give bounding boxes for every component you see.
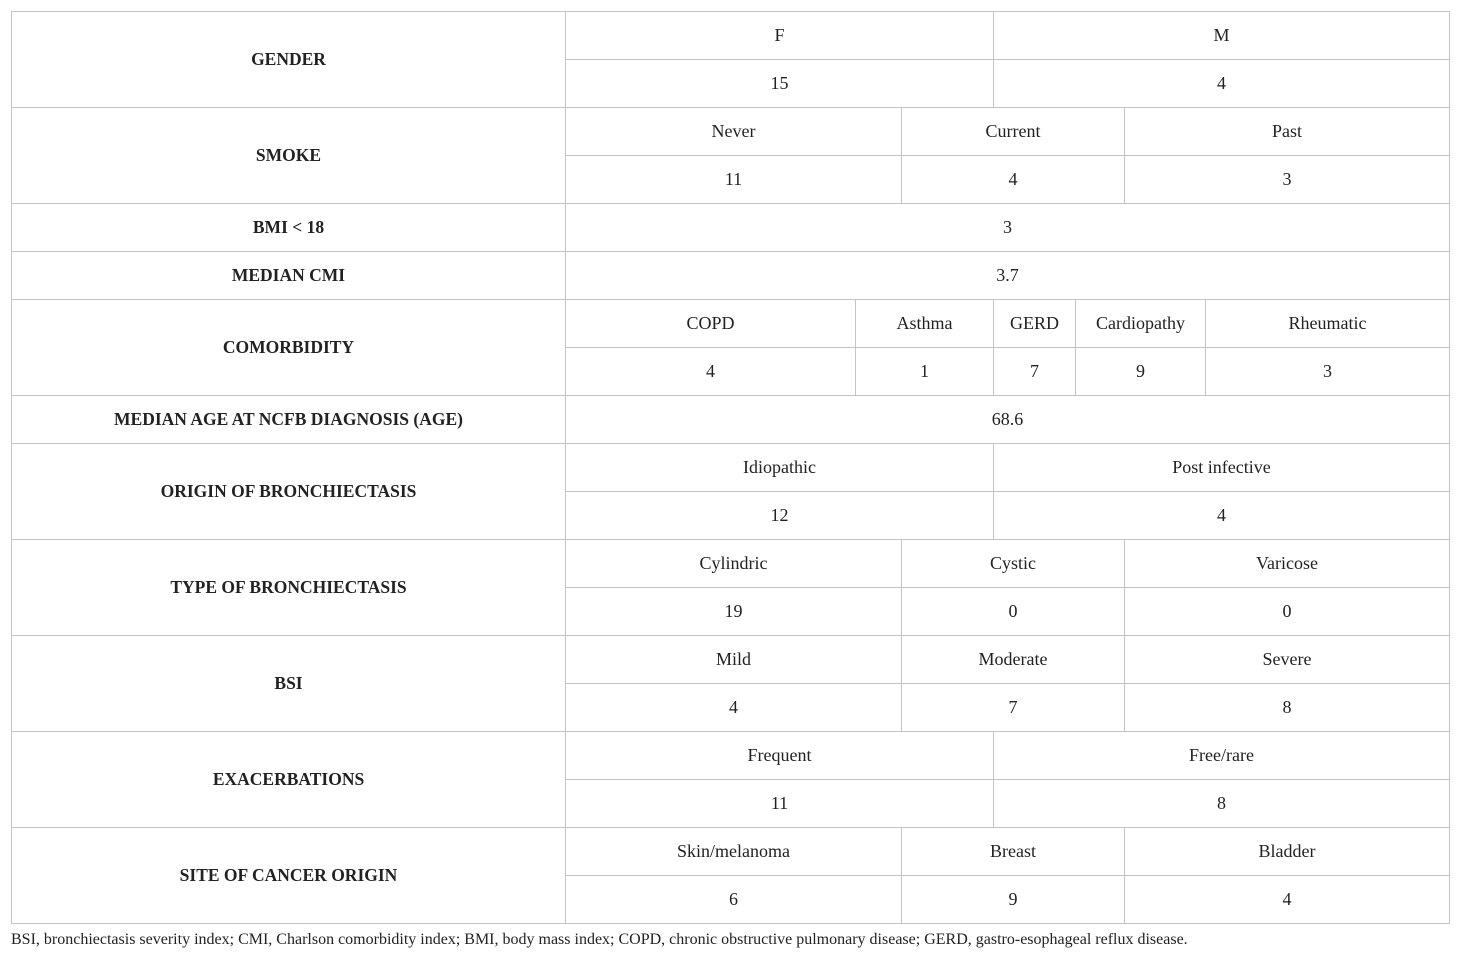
gender-value-f: 15 [566, 60, 994, 108]
bsi-value-moderate: 7 [902, 684, 1125, 732]
median-cmi-value: 3.7 [566, 252, 1450, 300]
cancer-site-header-skin: Skin/melanoma [566, 828, 902, 876]
cancer-site-value-skin: 6 [566, 876, 902, 924]
median-age-value: 68.6 [566, 396, 1450, 444]
comorbidity-value-gerd: 7 [994, 348, 1076, 396]
comorbidity-header-row [12, 300, 1450, 348]
exacerbations-header-row [12, 732, 1450, 780]
comorbidity-header-cardiopathy: Cardiopathy [1076, 300, 1206, 348]
origin-value-idiopathic: 12 [566, 492, 994, 540]
smoke-label: SMOKE [12, 108, 566, 204]
exacerbations-header-free-rare: Free/rare [994, 732, 1450, 780]
type-header-cystic: Cystic [902, 540, 1125, 588]
median-cmi-row [12, 252, 1450, 300]
type-header-cylindric: Cylindric [566, 540, 902, 588]
bmi-label: BMI < 18 [12, 204, 566, 252]
exacerbations-value-frequent: 11 [566, 780, 994, 828]
type-value-cystic: 0 [902, 588, 1125, 636]
gender-header-row [12, 12, 1450, 60]
bsi-header-row [12, 636, 1450, 684]
comorbidity-header-gerd: GERD [994, 300, 1076, 348]
type-header-varicose: Varicose [1125, 540, 1450, 588]
comorbidity-value-rheumatic: 3 [1206, 348, 1450, 396]
exacerbations-value-free-rare: 8 [994, 780, 1450, 828]
cancer-site-header-row [12, 828, 1450, 876]
gender-header-m: M [994, 12, 1450, 60]
bsi-value-mild: 4 [566, 684, 902, 732]
comorbidity-header-asthma: Asthma [856, 300, 994, 348]
bmi-row [12, 204, 1450, 252]
cancer-site-label: SITE OF CANCER ORIGIN [12, 828, 566, 924]
comorbidity-value-cardiopathy: 9 [1076, 348, 1206, 396]
origin-header-row [12, 444, 1450, 492]
type-value-cylindric: 19 [566, 588, 902, 636]
bsi-label: BSI [12, 636, 566, 732]
bmi-value: 3 [566, 204, 1450, 252]
comorbidity-label: COMORBIDITY [12, 300, 566, 396]
comorbidity-value-copd: 4 [566, 348, 856, 396]
characteristics-table [11, 11, 1450, 924]
type-value-varicose: 0 [1125, 588, 1450, 636]
comorbidity-header-rheumatic: Rheumatic [1206, 300, 1450, 348]
smoke-header-row [12, 108, 1450, 156]
gender-label: GENDER [12, 12, 566, 108]
exacerbations-label: EXACERBATIONS [12, 732, 566, 828]
origin-header-idiopathic: Idiopathic [566, 444, 994, 492]
comorbidity-header-copd: COPD [566, 300, 856, 348]
cancer-site-header-breast: Breast [902, 828, 1125, 876]
bsi-value-severe: 8 [1125, 684, 1450, 732]
median-age-label: MEDIAN AGE AT NCFB DIAGNOSIS (AGE) [12, 396, 566, 444]
comorbidity-value-asthma: 1 [856, 348, 994, 396]
cancer-site-value-bladder: 4 [1125, 876, 1450, 924]
origin-value-post-infective: 4 [994, 492, 1450, 540]
smoke-value-past: 3 [1125, 156, 1450, 204]
bsi-header-moderate: Moderate [902, 636, 1125, 684]
bsi-header-severe: Severe [1125, 636, 1450, 684]
cancer-site-value-breast: 9 [902, 876, 1125, 924]
gender-header-f: F [566, 12, 994, 60]
cancer-site-header-bladder: Bladder [1125, 828, 1450, 876]
smoke-header-past: Past [1125, 108, 1450, 156]
median-age-row [12, 396, 1450, 444]
characteristics-table-container [11, 11, 1449, 924]
smoke-value-never: 11 [566, 156, 902, 204]
table-footnote: BSI, bronchiectasis severity index; CMI, Charlson comorbidity index; BMI, body mass index; COPD, chronic obstructive pulmonary disease; GERD, gastro-esophageal reflux disease. [11, 931, 1188, 948]
smoke-value-current: 4 [902, 156, 1125, 204]
exacerbations-header-frequent: Frequent [566, 732, 994, 780]
origin-header-post-infective: Post infective [994, 444, 1450, 492]
median-cmi-label: MEDIAN CMI [12, 252, 566, 300]
type-header-row [12, 540, 1450, 588]
smoke-header-never: Never [566, 108, 902, 156]
type-label: TYPE OF BRONCHIECTASIS [12, 540, 566, 636]
smoke-header-current: Current [902, 108, 1125, 156]
gender-value-m: 4 [994, 60, 1450, 108]
origin-label: ORIGIN OF BRONCHIECTASIS [12, 444, 566, 540]
bsi-header-mild: Mild [566, 636, 902, 684]
